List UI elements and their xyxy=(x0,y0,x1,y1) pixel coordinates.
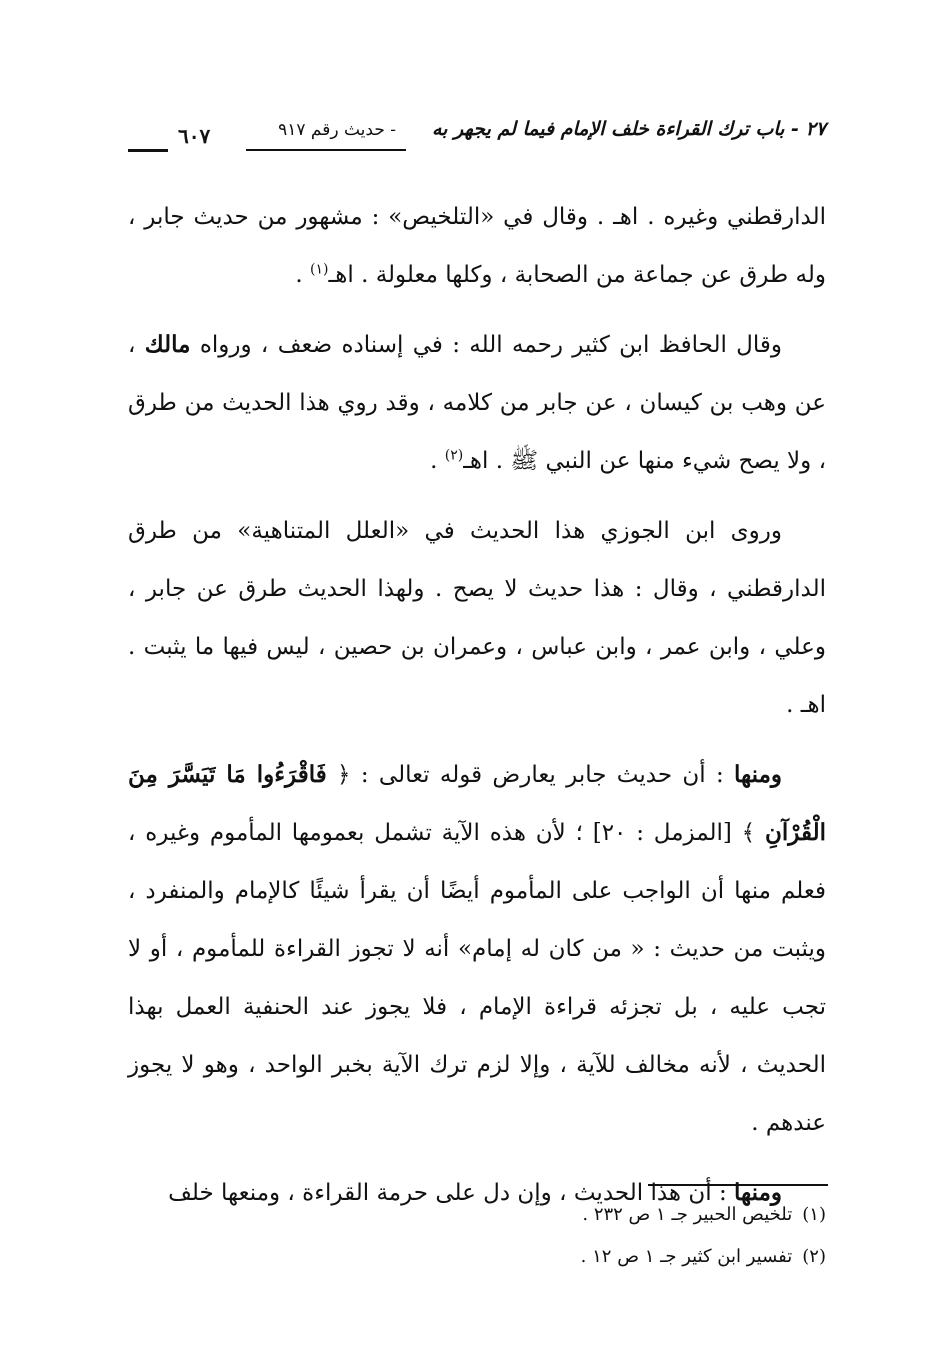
footnote-ref-1: (١) xyxy=(310,261,329,278)
paragraph-2: وقال الحافظ ابن كثير رحمه الله : في إسناده ضعف ، ورواه مالك ، عن وهب بن كيسان ، عن جابر من كلامه ، وقد روي هذا الحديث من طرق ، ولا يصح شيء منها عن النبي ﷺ . اهـ$^{(٢)}$ . xyxy=(128,331,826,474)
footnote-2: (٢)تفسير ابن كثير جـ ١ ص ١٢ . xyxy=(580,1246,826,1267)
paragraph-1: الدارقطني وغيره . اهـ . وقال في «التلخيص» : مشهور من حديث جابر ، وله طرق عن جماعة من الصحابة ، وكلها معلولة . اهـ$^{(١)}$ . xyxy=(128,204,826,288)
footnote-separator xyxy=(648,1184,828,1186)
page-number: ٦٠٧ xyxy=(178,124,211,148)
footnote-ref-2: (٢) xyxy=(444,447,464,464)
running-header xyxy=(128,118,826,158)
paragraph-3: وروى ابن الجوزي هذا الحديث في «العلل المتناهية» من طرق الدارقطني ، وقال : هذا حديث لا يصح . ولهذا الحديث طرق عن جابر ، وعلي ، وابن عمر ، وابن عباس ، وعمران بن حصين ، ليس فيها ما يثبت . اهـ . xyxy=(128,518,826,718)
main-text xyxy=(128,188,826,1234)
footnote-1: (١)تلخيص الحبير جـ ١ ص ٢٣٢ . xyxy=(582,1204,826,1225)
paragraph-lead: ومنها xyxy=(734,761,782,788)
quran-verse: فَاقْرَءُوا مَا تَيَسَّرَ مِنَ الْقُرْآنِ xyxy=(128,761,826,846)
hadith-number: - حديث رقم ٩١٧ xyxy=(278,120,396,140)
chapter-title: ٢٧ - باب ترك القراءة خلف الإمام فيما لم يجهر به xyxy=(431,118,826,140)
footnotes xyxy=(128,1194,826,1278)
paragraph-5: ومنها : أن هذا الحديث ، وإن دل على حرمة القراءة ، ومنعها خلف xyxy=(168,1179,782,1206)
paragraph-4: ومنها : أن حديث جابر يعارض قوله تعالى : ﴿ فَاقْرَءُوا مَا تَيَسَّرَ مِنَ الْقُرْآنِ ﴾ [المزمل : ٢٠] ؛ لأن هذه الآية تشمل بعمومها المأموم وغيره ، فعلم منها أن الواجب على المأموم أيضًا أن يقرأ شيئًا كالإمام والمنفرد ، ويثبت من حديث : « من كان له إمام» أنه لا تجوز القراءة للمأموم ، أو لا تجب عليه ، بل تجزئه قراءة الإمام ، فلا يجوز عند الحنفية العمل بهذا الحديث ، لأنه مخالف للآية ، وإلا لزم ترك الآية بخبر الواحد ، وهو لا يجوز عندهم . xyxy=(128,761,826,1136)
malik-name: مالك xyxy=(144,331,191,358)
paragraph-lead: ومنها xyxy=(734,1179,782,1206)
header-rule xyxy=(246,149,406,151)
page-number-dash xyxy=(128,149,168,152)
